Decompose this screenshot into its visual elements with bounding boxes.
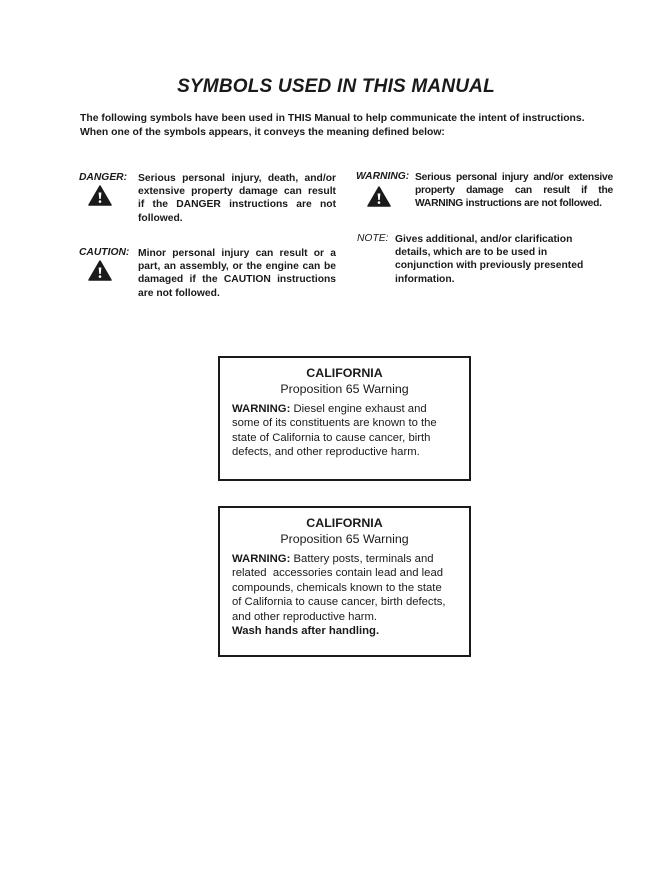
box-warning-lead: WARNING: [232, 403, 291, 415]
danger-line: extensive property damage can result [138, 186, 336, 198]
warning-line: Serious personal injury and/or extensive [415, 172, 613, 183]
box-line: state of California to cause cancer, birth [232, 431, 431, 444]
box-state-heading: CALIFORNIA [306, 366, 383, 380]
caution-line: part, an assembly, or the engine can be [138, 261, 336, 273]
box-line: some of its constituents are known to the [232, 417, 437, 430]
intro-paragraph [80, 112, 620, 139]
box-warning-lead: WARNING: [232, 553, 291, 565]
warning-line: WARNING instructions are not followed. [415, 198, 602, 210]
danger-line: followed. [138, 212, 183, 224]
prop65-exhaust-warning-box [218, 356, 471, 481]
caution-symbol [79, 246, 341, 306]
box-first-line-text: Battery posts, terminals and [290, 553, 434, 565]
danger-line: Serious personal injury, death, and/or [138, 173, 336, 184]
warning-description [415, 171, 613, 211]
intro-line: When one of the symbols appears, it conveys the meaning defined below: [80, 126, 445, 138]
caution-line: damaged if the CAUTION instructions [138, 274, 336, 286]
box-closing-instruction: Wash hands after handling. [232, 625, 380, 638]
warning-label: WARNING: [356, 171, 410, 182]
warning-line: property damage can result if the [415, 185, 613, 197]
box-first-line [232, 552, 457, 566]
box-body [232, 552, 457, 638]
danger-line: if the DANGER instructions are not [138, 199, 336, 211]
warning-symbol [356, 170, 616, 220]
page-title: SYMBOLS USED IN THIS MANUAL [177, 76, 495, 97]
intro-line: The following symbols have been used in THIS Manual to help communicate the intent of instructions. [80, 113, 585, 124]
warning-triangle-icon [367, 186, 391, 207]
caution-label: CAUTION: [79, 247, 130, 258]
box-line: of California to cause cancer, birth defects, [232, 596, 446, 609]
note-label: NOTE: [357, 233, 389, 244]
box-body [232, 402, 457, 460]
box-proposition-heading: Proposition 65 Warning [280, 532, 409, 546]
caution-description [138, 247, 336, 300]
prop65-battery-warning-box [218, 506, 471, 657]
box-first-line [232, 402, 457, 416]
danger-label: DANGER: [79, 172, 128, 183]
box-state-heading: CALIFORNIA [306, 516, 383, 530]
warning-triangle-icon [88, 260, 112, 281]
note-symbol [357, 232, 617, 292]
box-line: and other reproductive harm. [232, 610, 378, 623]
note-line: information. [395, 273, 455, 285]
box-proposition-heading: Proposition 65 Warning [280, 382, 409, 396]
note-line: conjunction with previously presented [395, 260, 584, 272]
note-line: details, which are to be used in [395, 247, 548, 259]
note-description [395, 233, 615, 286]
caution-line: are not followed. [138, 287, 220, 299]
box-line: compounds, chemicals known to the state [232, 581, 442, 594]
box-line: related accessories contain lead and lead [232, 567, 444, 580]
danger-description [138, 172, 336, 225]
note-line: Gives additional, and/or clarification [395, 234, 573, 245]
caution-line: Minor personal injury can result or a [138, 248, 336, 259]
danger-symbol [79, 171, 341, 231]
box-line: defects, and other reproductive harm. [232, 446, 420, 459]
warning-triangle-icon [88, 185, 112, 206]
box-first-line-text: Diesel engine exhaust and [290, 403, 427, 415]
